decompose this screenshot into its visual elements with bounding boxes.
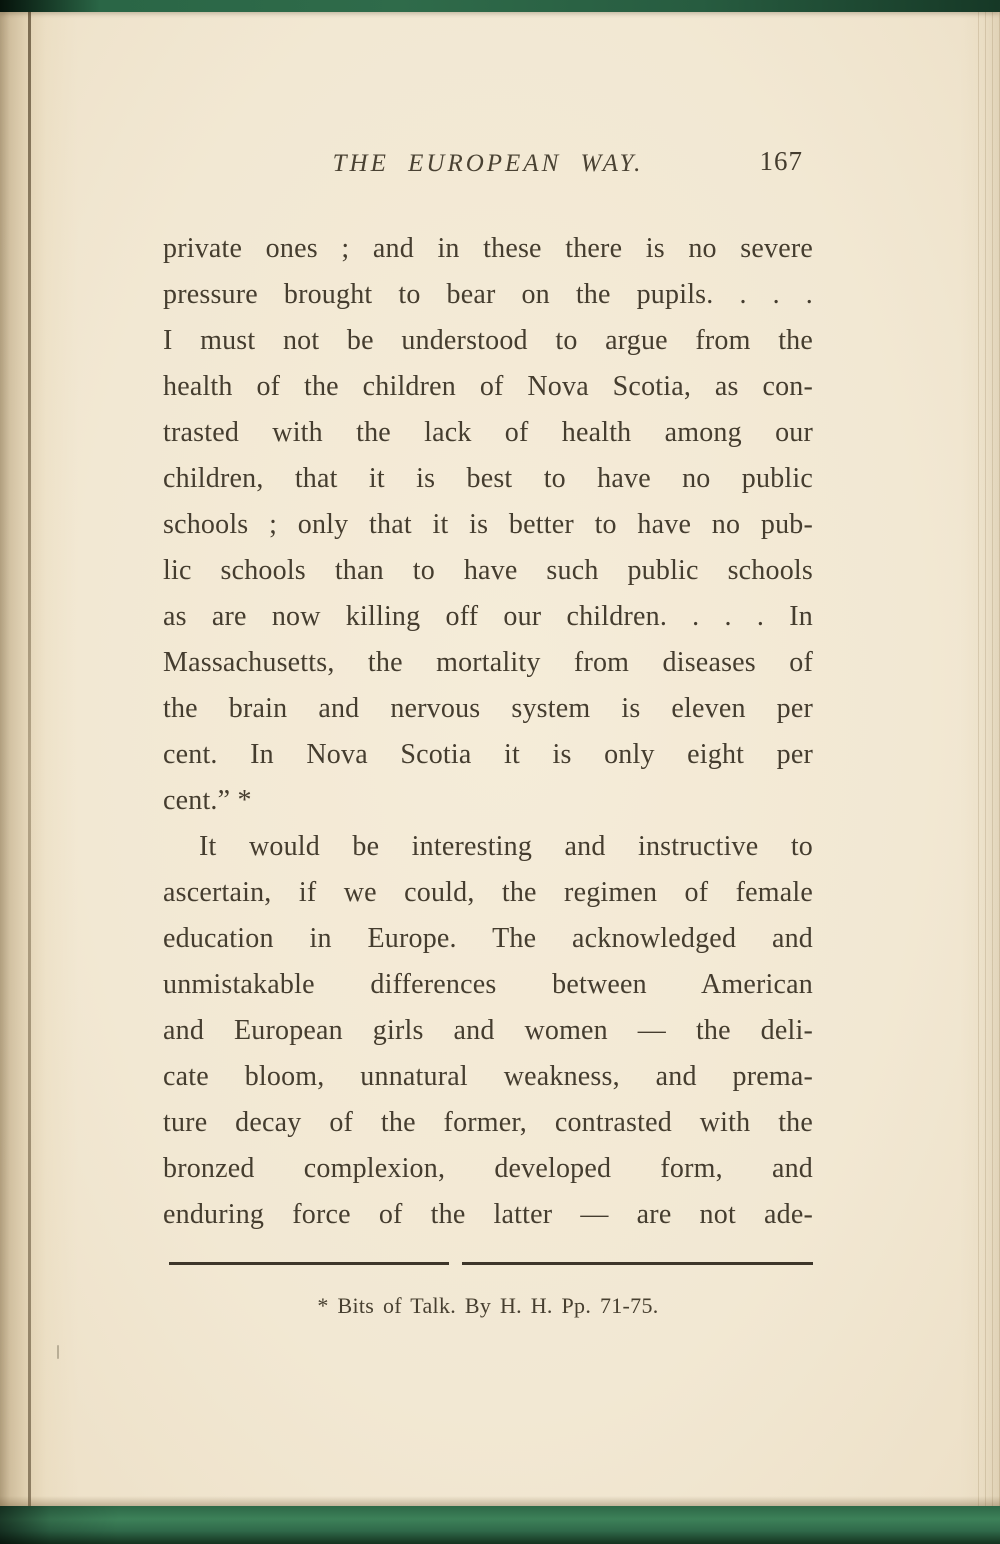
text-line: the brain and nervous system is eleven per xyxy=(163,693,813,724)
running-title: THE EUROPEAN WAY. xyxy=(332,150,644,177)
body-text xyxy=(163,226,813,1238)
text-line: pressure brought to bear on the pupils. . . . xyxy=(163,279,813,310)
page-number: 167 xyxy=(759,146,803,176)
page-stack-right-edge xyxy=(978,12,1000,1506)
text-line: It would be interesting and instructive to xyxy=(199,831,813,862)
scan-speck xyxy=(57,1345,59,1359)
text-line: enduring force of the latter — are not ade- xyxy=(163,1199,813,1230)
text-line: education in Europe. The acknowledged and xyxy=(163,923,813,954)
text-line: Massachusetts, the mortality from diseases of xyxy=(163,647,813,678)
text-line: private ones ; and in these there is no severe xyxy=(163,233,813,264)
book-cover-top-edge xyxy=(0,0,1000,12)
page-header xyxy=(163,146,813,184)
text-line: ture decay of the former, contrasted with the xyxy=(163,1107,813,1138)
text-line: health of the children of Nova Scotia, as con- xyxy=(163,371,813,402)
text-line: cate bloom, unnatural weakness, and prema- xyxy=(163,1061,813,1092)
binding-gutter-line xyxy=(28,0,31,1544)
text-line: as are now killing off our children. . . . In xyxy=(163,601,813,632)
footnote: * Bits of Talk. By H. H. Pp. 71-75. xyxy=(317,1293,659,1318)
text-line: cent.” * xyxy=(163,785,252,816)
text-line: schools ; only that it is better to have no pub- xyxy=(163,509,813,540)
text-line: children, that it is best to have no public xyxy=(163,463,813,494)
text-line: cent. In Nova Scotia it is only eight per xyxy=(163,739,813,770)
text-line: unmistakable differences between American xyxy=(163,969,813,1000)
page-bottom-shadow xyxy=(0,1496,1000,1506)
text-line: ascertain, if we could, the regimen of female xyxy=(163,877,813,908)
footnote-separator-rule xyxy=(169,1262,813,1265)
text-line: I must not be understood to argue from the xyxy=(163,325,813,356)
book-cover-bottom-edge xyxy=(0,1506,1000,1544)
text-line: lic schools than to have such public schools xyxy=(163,555,813,586)
text-line: trasted with the lack of health among our xyxy=(163,417,813,448)
text-line: and European girls and women — the deli- xyxy=(163,1015,813,1046)
text-line: bronzed complexion, developed form, and xyxy=(163,1153,813,1184)
